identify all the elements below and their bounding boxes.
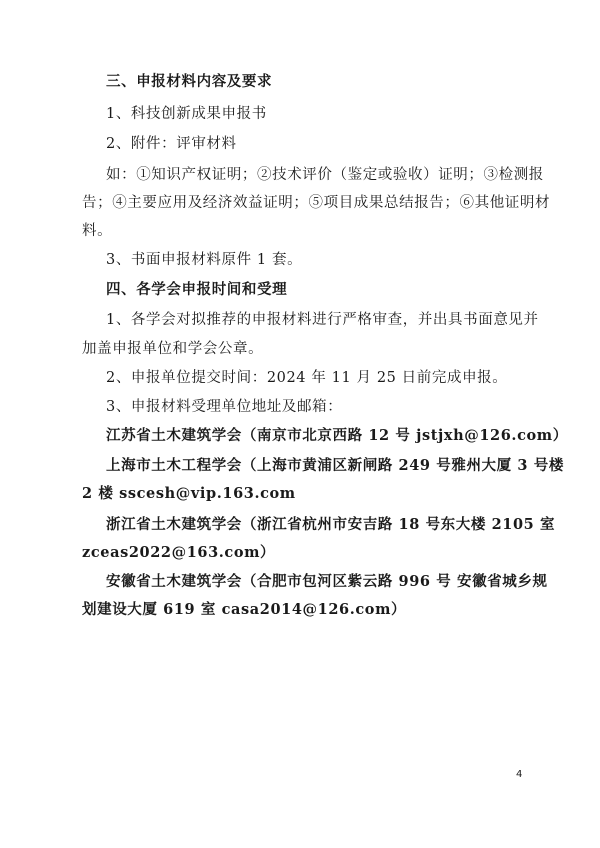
materials-examples-line-1: 如：①知识产权证明；②技术评价（鉴定或验收）证明；③检测报 [106, 167, 544, 183]
timing-item-3: 3、申报材料受理单位地址及邮箱： [106, 399, 343, 415]
contact-anhui-line-2: 划建设大厦 619 室 casa2014@126.com） [82, 601, 407, 618]
materials-item-2: 2、附件：评审材料 [106, 136, 237, 152]
materials-examples-line-2: 告；④主要应用及经济效益证明；⑤项目成果总结报告；⑥其他证明材 [82, 195, 551, 211]
contact-zhejiang-line-1: 浙江省土木建筑学会（浙江省杭州市安吉路 18 号东大楼 2105 室 [106, 516, 556, 533]
section-heading-materials: 三、申报材料内容及要求 [106, 73, 273, 90]
contact-shanghai-line-1: 上海市土木工程学会（上海市黄浦区新闸路 249 号雅州大厦 3 号楼 [106, 457, 564, 474]
contact-anhui-line-1: 安徽省土木建筑学会（合肥市包河区紫云路 996 号 安徽省城乡规 [106, 573, 548, 590]
contact-shanghai-line-2: 2 楼 sscesh@vip.163.com [82, 485, 296, 502]
page-number: 4 [516, 769, 523, 780]
timing-item-2: 2、申报单位提交时间：2024 年 11 月 25 日前完成申报。 [106, 370, 508, 386]
contact-zhejiang-line-2: zceas2022@163.com） [82, 544, 276, 561]
section-heading-timing: 四、各学会申报时间和受理 [106, 281, 288, 298]
materials-item-3: 3、书面申报材料原件 1 套。 [106, 252, 303, 268]
materials-item-1: 1、科技创新成果申报书 [106, 106, 267, 122]
timing-item-1-line-1: 1、各学会对拟推荐的申报材料进行严格审查，并出具书面意见并 [106, 312, 539, 328]
contact-jiangsu: 江苏省土木建筑学会（南京市北京西路 12 号 jstjxh@126.com） [106, 427, 568, 444]
timing-item-1-line-2: 加盖申报单位和学会公章。 [82, 341, 264, 357]
materials-examples-line-3: 料。 [82, 223, 113, 239]
